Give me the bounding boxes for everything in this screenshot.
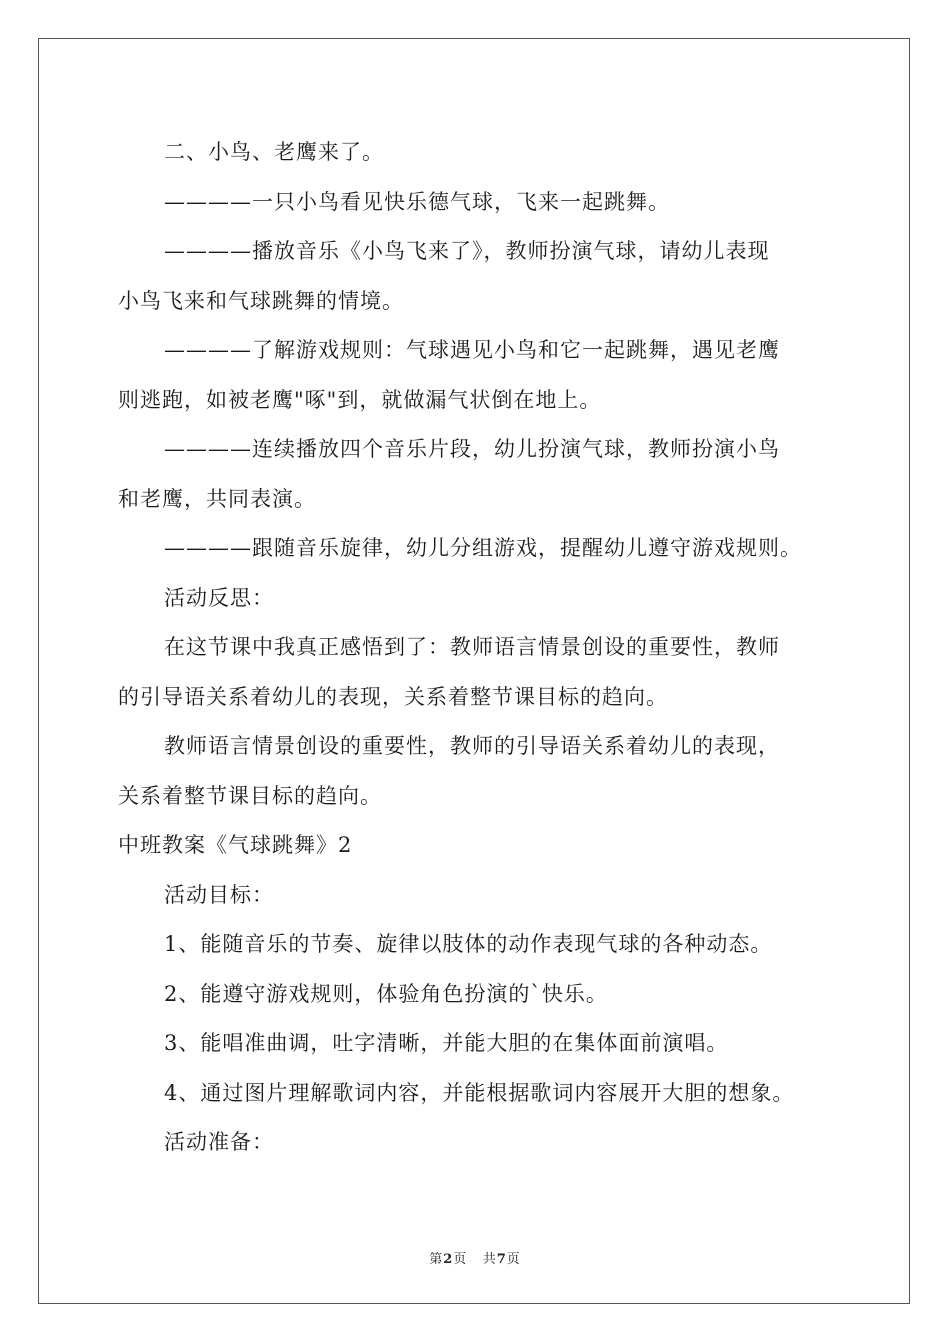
paragraph-line: ————一只小鸟看见快乐德气球，飞来一起跳舞。 [164,189,670,214]
paragraph-line: ————跟随音乐旋律，幼儿分组游戏，提醒幼儿遵守游戏规则。 [164,536,802,560]
list-item: 2、能遵守游戏规则，体验角色扮演的`快乐。 [164,981,608,1006]
paragraph-line: 则逃跑，如被老鹰"啄"到，就做漏气状倒在地上。 [118,387,602,412]
list-item: 4、通过图片理解歌词内容，并能根据歌词内容展开大胆的想象。 [164,1080,795,1105]
paragraph-line: 小鸟飞来和气球跳舞的情境。 [118,288,404,313]
paragraph-line: ————了解游戏规则：气球遇见小鸟和它一起跳舞，遇见老鹰 [164,338,780,362]
paragraph-line: ————播放音乐《小鸟飞来了》，教师扮演气球，请幼儿表现 [164,239,770,263]
total-suffix: 页 [506,1252,521,1267]
page-number: 2 [443,1252,454,1267]
paragraph-line: 在这节课中我真正感悟到了：教师语言情景创设的重要性，教师 [164,635,780,659]
total-pages: 7 [496,1252,507,1267]
paragraph-line: 教师语言情景创设的重要性，教师的引导语关系着幼儿的表现， [164,734,780,758]
section-heading: 活动准备： [164,1130,274,1154]
paragraph-line: 关系着整节课目标的趋向。 [118,783,382,808]
total-prefix: 共 [482,1252,497,1267]
list-item: 1、能随音乐的节奏、旋律以肢体的动作表现气球的各种动态。 [164,932,773,956]
section-heading: 活动目标： [164,882,274,907]
page-footer [0,1248,950,1267]
paragraph-line: ————连续播放四个音乐片段，幼儿扮演气球，教师扮演小鸟 [164,437,780,461]
section-heading: 二、小鸟、老鹰来了。 [164,140,384,164]
page-suffix: 页 [453,1252,468,1267]
document-title: 中班教案《气球跳舞》2 [118,833,353,857]
paragraph-line: 和老鹰，共同表演。 [118,486,316,511]
page-prefix: 第 [429,1252,444,1267]
section-heading: 活动反思： [164,585,274,610]
list-item: 3、能唱准曲调，吐字清晰，并能大胆的在集体面前演唱。 [164,1031,729,1055]
document-body [118,128,848,1168]
paragraph-line: 的引导语关系着幼儿的表现，关系着整节课目标的趋向。 [118,684,668,709]
